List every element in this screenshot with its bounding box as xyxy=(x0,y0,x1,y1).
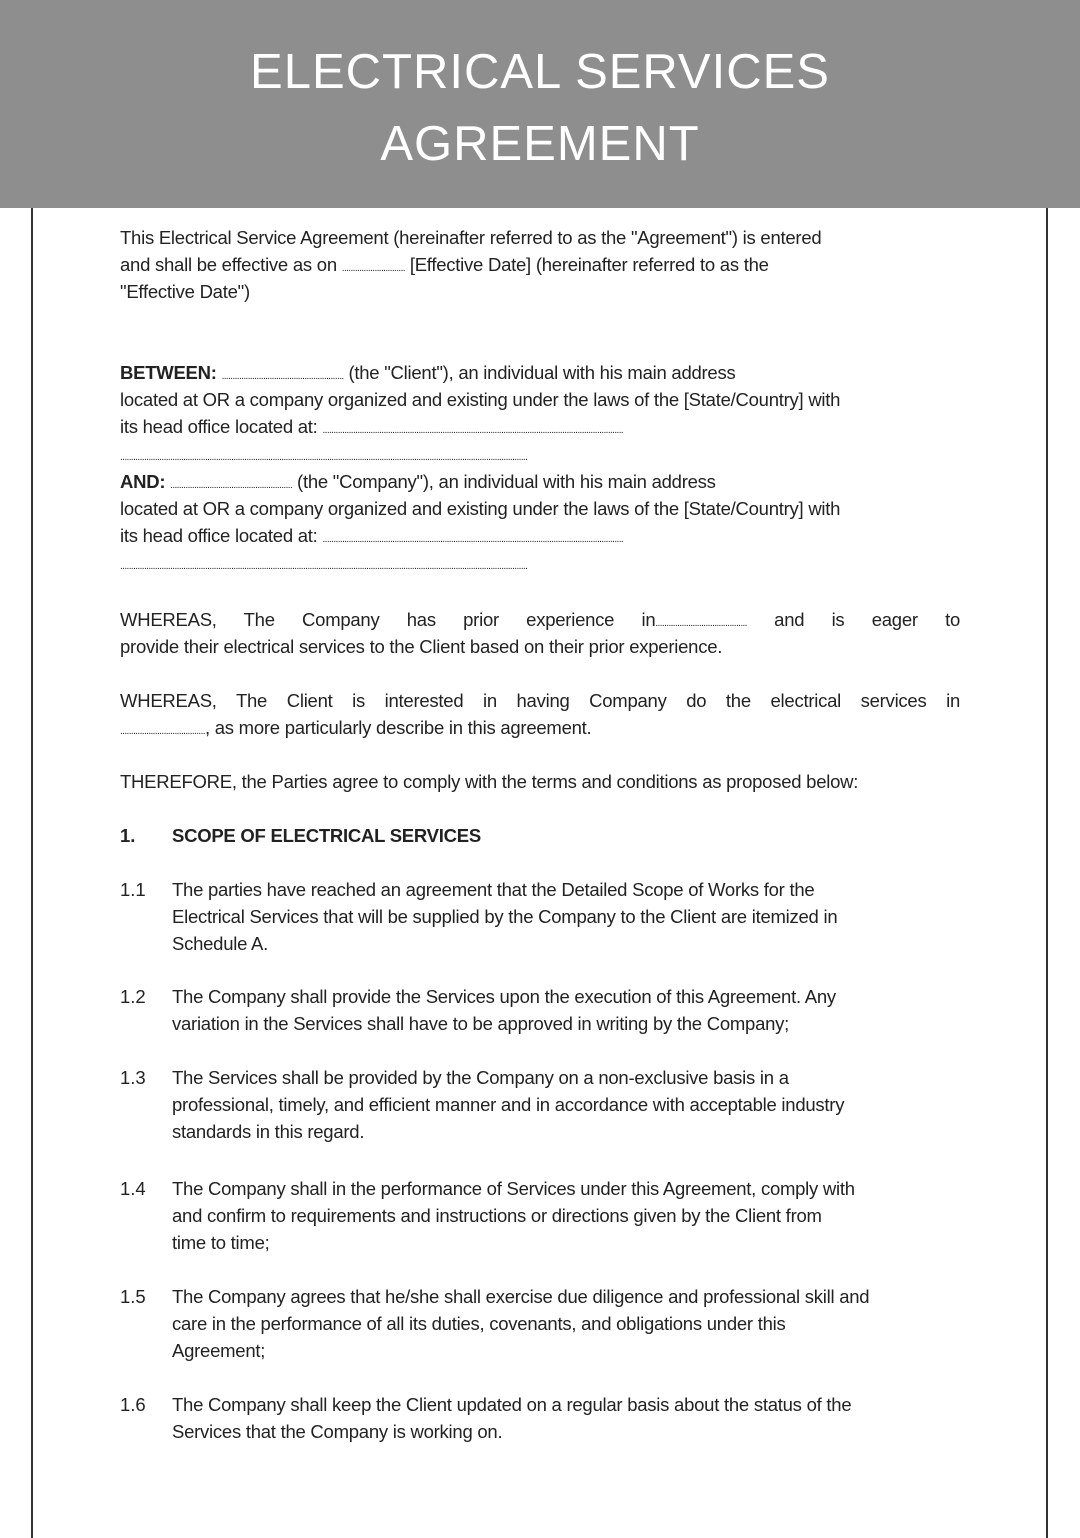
clause-line xyxy=(172,1010,962,1037)
blank-fill-leader: ........................................................ xyxy=(170,480,293,491)
text-run: variation in the Services shall have to be approved in writing by the Company; xyxy=(172,1013,790,1034)
and-line xyxy=(120,549,960,580)
text-run: standards in this regard. xyxy=(172,1121,365,1142)
text-run: The Services shall be provided by the Company on a non-exclusive basis in a xyxy=(172,1067,789,1088)
text-run: Agreement; xyxy=(172,1340,266,1361)
blank-fill-leader: .......................................................................................................................................... xyxy=(322,425,624,436)
text-run: The parties have reached an agreement that the Detailed Scope of Works for the xyxy=(172,879,815,900)
text-run: time to time; xyxy=(172,1232,270,1253)
text-run: The Company shall in the performance of Services under this Agreement, comply with xyxy=(172,1178,855,1199)
text-run: and confirm to requirements and instructions or directions given by the Client from xyxy=(172,1205,822,1226)
clause-number: 1.5 xyxy=(120,1286,146,1307)
blank-fill-leader: ............................. xyxy=(341,263,405,274)
text-run: care in the performance of all its duties, covenants, and obligations under this xyxy=(172,1313,786,1334)
clause-number: 1.6 xyxy=(120,1394,146,1415)
blank-fill-leader: .......................................... xyxy=(655,618,747,629)
document-title-line-1: ELECTRICAL SERVICES xyxy=(250,45,830,99)
section-number: 1. xyxy=(120,825,136,846)
blank-fill-leader: ........................................................................................................................................................................................... xyxy=(120,561,528,572)
text-run: Services that the Company is working on. xyxy=(172,1421,503,1442)
text-run: Electrical Services that will be supplied by the Company to the Client are itemized in xyxy=(172,906,838,927)
clause-line xyxy=(172,903,962,930)
clause-number: 1.3 xyxy=(120,1067,146,1088)
text-run: and is eager to xyxy=(746,609,960,630)
text-run: The Company shall keep the Client updated on a regular basis about the status of the xyxy=(172,1394,852,1415)
clause-number: 1.2 xyxy=(120,986,146,1007)
text-run: and shall be effective as on xyxy=(120,254,342,275)
clause-line xyxy=(172,983,962,1010)
text-run: Schedule A. xyxy=(172,933,268,954)
clause-line xyxy=(172,1337,962,1364)
between-line xyxy=(120,440,960,471)
text-run: The Company agrees that he/she shall exercise due diligence and professional skill and xyxy=(172,1286,870,1307)
text-run: THEREFORE, the Parties agree to comply with the terms and conditions as proposed below: xyxy=(120,771,859,792)
clause-line xyxy=(172,1091,962,1118)
whereas-line xyxy=(120,687,960,714)
clause-line xyxy=(172,1202,962,1229)
text-run: WHEREAS, The Company has prior experience in xyxy=(120,609,656,630)
clause-line xyxy=(172,876,962,903)
section-title: SCOPE OF ELECTRICAL SERVICES xyxy=(172,825,481,846)
intro-line xyxy=(120,278,960,305)
between-line xyxy=(120,386,960,413)
text-run: (the "Company"), an individual with his main address xyxy=(292,471,716,492)
text-run: its head office located at: xyxy=(120,416,323,437)
text-run: WHEREAS, The Client is interested in having Company do the electrical services in xyxy=(120,690,960,711)
whereas-line xyxy=(120,633,960,660)
and-line xyxy=(120,495,960,522)
clause-line xyxy=(172,1229,962,1256)
clause-line xyxy=(172,1175,962,1202)
clause-line xyxy=(172,1118,962,1145)
title-banner xyxy=(0,0,1080,208)
whereas-line xyxy=(120,714,960,745)
intro-line xyxy=(120,224,960,251)
party-label: AND: xyxy=(120,471,171,492)
clause-line xyxy=(172,1391,962,1418)
clause-line xyxy=(172,1310,962,1337)
blank-fill-leader: ........................................................................................................................................................................................... xyxy=(120,452,528,463)
clause-line xyxy=(172,1064,962,1091)
text-run: This Electrical Service Agreement (hereinafter referred to as the "Agreement") is entered xyxy=(120,227,822,248)
clause-line xyxy=(172,1283,962,1310)
clause-number: 1.1 xyxy=(120,879,146,900)
text-run: "Effective Date") xyxy=(120,281,250,302)
clause-line xyxy=(172,930,962,957)
clause-line xyxy=(172,1418,962,1445)
section-heading xyxy=(172,822,962,849)
text-run: The Company shall provide the Services upon the execution of this Agreement. Any xyxy=(172,986,836,1007)
therefore-line xyxy=(120,768,960,795)
blank-fill-leader: ........................................................ xyxy=(221,371,344,382)
text-run: (the "Client"), an individual with his main address xyxy=(343,362,736,383)
blank-fill-leader: ....................................... xyxy=(120,726,205,737)
blank-fill-leader: .......................................................................................................................................... xyxy=(322,534,624,545)
text-run: professional, timely, and efficient manner and in accordance with acceptable industry xyxy=(172,1094,845,1115)
party-label: BETWEEN: xyxy=(120,362,222,383)
text-run: provide their electrical services to the Client based on their prior experience. xyxy=(120,636,723,657)
text-run: located at OR a company organized and existing under the laws of the [State/Country] with xyxy=(120,498,841,519)
text-run: [Effective Date] (hereinafter referred to as the xyxy=(404,254,769,275)
text-run: , as more particularly describe in this agreement. xyxy=(204,717,592,738)
text-run: its head office located at: xyxy=(120,525,323,546)
document-title-line-2: AGREEMENT xyxy=(380,117,700,171)
text-run: located at OR a company organized and existing under the laws of the [State/Country] with xyxy=(120,389,841,410)
clause-number: 1.4 xyxy=(120,1178,146,1199)
